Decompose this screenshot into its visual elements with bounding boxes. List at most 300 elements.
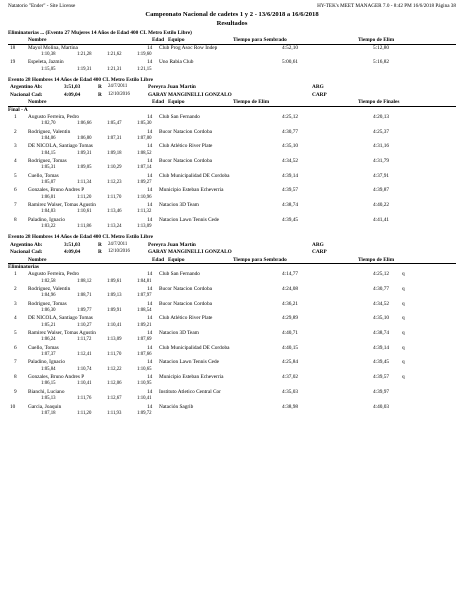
prelim-result-splits (0, 367, 464, 374)
seed-time: 4:38,74 (281, 202, 298, 209)
qualifier-mark: q (402, 374, 405, 381)
place-number: 2 (14, 128, 17, 135)
split-time: 1:11,20 (77, 410, 92, 416)
event-b-record (0, 249, 464, 256)
swimmer-name: Bianchi, Luciano (28, 388, 65, 395)
split-time: 1:09,72 (137, 410, 152, 416)
record-date: 12/10/2016 (108, 249, 130, 255)
split-time: 1:21,31 (107, 66, 122, 72)
split-time: 1:05,21 (41, 322, 56, 328)
continued-event-title: Eliminatorias ... (Evento 27 Mujeres 14 Años de Edad 400 CL Metro Estilo Libre) (8, 30, 192, 36)
split-time: 1:04,15 (41, 150, 56, 156)
team-name: Municipio Esteban Echeverria (159, 187, 224, 194)
place-number: 18 (10, 44, 16, 51)
split-time: 1:08,12 (77, 278, 92, 284)
swimmer-age: 14 (147, 374, 153, 381)
seed-time: 4:34,52 (281, 157, 298, 164)
swimmer-age: 14 (147, 271, 153, 278)
split-time: 1:04,81 (137, 278, 152, 284)
record-team: CARP (312, 91, 327, 98)
seed-time: 4:30,77 (281, 128, 298, 135)
split-time: 1:13,09 (137, 224, 152, 230)
record-label: Nacional Cad: (10, 249, 43, 256)
event-a-record (0, 92, 464, 99)
record-team: ARG (312, 241, 324, 248)
event-title: Evento 28 Hombres 14 Años de Edad 400 CL Metro Estilo Libre (8, 234, 153, 241)
split-time: 1:11,32 (137, 209, 152, 215)
final-time: 4:41,41 (372, 216, 389, 223)
swimmer-name: Rodriguez, Tomas (28, 157, 67, 164)
split-time: 1:10,65 (137, 366, 152, 372)
swimmer-age: 14 (147, 59, 153, 66)
continued-event-line (0, 30, 464, 37)
prelim-result-splits (0, 411, 464, 418)
results-heading: Resultados (216, 20, 248, 27)
prelim-result-row (0, 301, 464, 308)
split-time: 1:10,61 (77, 209, 92, 215)
place-number: 5 (14, 330, 17, 336)
split-time: 1:07,31 (107, 135, 122, 141)
final-time: 4:20,13 (372, 113, 389, 120)
split-time: 1:08,54 (137, 307, 152, 313)
split-time: 1:10,29 (107, 165, 122, 171)
place-number: 6 (14, 344, 17, 351)
place-number: 8 (14, 216, 17, 223)
place-number: 1 (14, 271, 17, 278)
place-number: 4 (14, 315, 17, 322)
prelim-result-splits (0, 396, 464, 403)
column-seed-header: Tiempo para Sembrado (233, 256, 287, 263)
swimmer-age: 14 (147, 172, 153, 179)
swimmer-age: 14 (147, 315, 153, 322)
record-team: CARP (312, 249, 327, 256)
split-time: 1:15,05 (41, 66, 56, 72)
final-time: 4:37,91 (372, 172, 389, 179)
swimmer-age: 14 (147, 202, 153, 209)
split-time: 1:10,27 (77, 322, 92, 328)
event-a-title (0, 77, 464, 84)
event-title: Evento 28 Hombres 14 Años de Edad 400 CL Metro Estilo Libre (8, 77, 153, 84)
swimmer-age: 14 (147, 44, 153, 51)
split-time: 1:09,77 (77, 307, 92, 313)
split-time: 1:07,14 (137, 165, 152, 171)
girls-result-splits (0, 67, 464, 74)
record-holder: Pereyra Juan Martín (148, 84, 196, 91)
final-time: 4:39,57 (372, 374, 389, 381)
final-result-splits (0, 136, 464, 143)
prelim-result-splits (0, 293, 464, 300)
seed-time: 4:36,21 (281, 300, 298, 307)
team-name: Club San Fernando (159, 113, 200, 120)
seed-time: 4:24,08 (281, 285, 298, 292)
prelim-result-row (0, 330, 464, 337)
swimmer-age: 14 (147, 330, 153, 336)
seed-time: 4:38,98 (281, 403, 298, 410)
header-software: HY-TEK's MEET MANAGER 7.0 - 8:42 PM 16/6/2018 Página 38 (317, 3, 456, 9)
split-time: 1:13,09 (107, 337, 122, 343)
swimmer-age: 14 (147, 285, 153, 292)
split-time: 1:10,41 (77, 381, 92, 387)
final-result-row (0, 173, 464, 180)
column-age-header: Edad (152, 99, 165, 106)
seed-time: 4:14,77 (281, 271, 298, 278)
team-name: Instituto Atletico Central Cor (159, 388, 221, 395)
seed-time: 4:39,45 (281, 216, 298, 223)
final-time: 4:31,79 (372, 157, 389, 164)
seed-time: 4:35,03 (281, 388, 298, 395)
split-time: 1:07,97 (137, 293, 152, 299)
final-time: 4:34,52 (372, 300, 389, 307)
split-time: 1:08,71 (77, 293, 92, 299)
prelim-result-splits (0, 323, 464, 330)
team-name: Municipio Esteban Echeverria (159, 374, 224, 381)
split-time: 1:02,70 (41, 121, 56, 127)
final-result-row (0, 202, 464, 209)
prelim-result-row (0, 315, 464, 322)
final-time: 4:35,10 (372, 315, 389, 322)
split-time: 1:19,60 (137, 52, 152, 58)
place-number: 6 (14, 187, 17, 194)
split-time: 1:05,30 (137, 121, 152, 127)
swimmer-name: Gonzales, Bruno Andres P (28, 374, 85, 381)
swimmer-name: Ramirez Walser, Tomas Agustin (28, 202, 96, 209)
team-name: Natacion 3D Team (159, 202, 199, 209)
swimmer-age: 14 (147, 388, 153, 395)
team-name: Club San Fernando (159, 271, 200, 278)
prelim-result-splits (0, 337, 464, 344)
column-final-header: Tiempo de Elim (358, 37, 395, 44)
qualifier-mark: q (402, 330, 405, 336)
girls-result-row (0, 45, 464, 52)
record-time: 4:09,04 (64, 91, 81, 98)
split-time: 1:04,03 (41, 209, 56, 215)
qualifier-mark: q (402, 344, 405, 351)
swimmer-age: 14 (147, 300, 153, 307)
prelim-result-row (0, 286, 464, 293)
split-time: 1:06,01 (41, 194, 56, 200)
team-name: Club Atlético River Plate (159, 315, 213, 322)
record-label: Argentino Ab: (10, 84, 43, 91)
final-result-splits (0, 151, 464, 158)
split-time: 1:12,23 (107, 180, 122, 185)
split-time: 1:10,41 (137, 396, 152, 402)
qualifier-mark: q (402, 315, 405, 322)
swimmer-age: 14 (147, 403, 153, 410)
split-time: 1:10,41 (107, 322, 122, 328)
final-result-splits (0, 224, 464, 231)
event-a-section (0, 107, 464, 114)
swimmer-name: Paladino, Ignacio (28, 359, 66, 366)
swimmer-name: Rodriguez, Valentin (28, 285, 71, 292)
split-time: 1:09,91 (107, 307, 122, 313)
split-time: 1:21,62 (107, 52, 122, 58)
column-seed-header: Tiempo de Elim (233, 99, 270, 106)
column-team-header: Equipo (168, 256, 185, 263)
seed-time: 5:00,61 (281, 59, 298, 66)
place-number: 10 (10, 403, 16, 410)
record-label: Nacional Cad: (10, 91, 43, 98)
split-time: 1:13,24 (107, 224, 122, 230)
seed-time: 4:39,14 (281, 172, 298, 179)
swimmer-name: Rodriguez, Tomas (28, 300, 67, 307)
prelim-result-row (0, 374, 464, 381)
record-mark: R (98, 84, 102, 91)
split-time: 1:10,38 (41, 52, 56, 58)
record-team: ARG (312, 84, 324, 91)
swimmer-name: Cuello, Tomas (28, 172, 59, 179)
split-time: 1:07,37 (41, 352, 56, 358)
final-result-splits (0, 209, 464, 216)
event-b-record (0, 242, 464, 249)
final-result-splits (0, 165, 464, 172)
final-time: 4:40,03 (372, 403, 389, 410)
place-number: 1 (14, 113, 17, 120)
prelim-result-splits (0, 381, 464, 388)
final-time: 4:30,77 (372, 285, 389, 292)
seed-time: 4:40,71 (281, 330, 298, 336)
seed-time: 4:52,10 (281, 44, 298, 51)
swimmer-name: DE NICOLA, Santiago Tomas (28, 315, 93, 322)
team-name: Natacion 3D Team (159, 330, 199, 336)
team-name: Bucor Natacion Cordoba (159, 128, 212, 135)
swimmer-age: 14 (147, 216, 153, 223)
swimmer-name: Ramirez Walser, Tomas Agustin (28, 330, 96, 336)
record-time: 3:51,03 (64, 84, 81, 91)
final-time: 4:39,97 (372, 388, 389, 395)
record-holder: GARAY MANGINELLI GONZALO (148, 249, 232, 256)
prelim-result-splits (0, 308, 464, 315)
swimmer-name: Augusto Ferreira, Pedro (28, 113, 80, 120)
team-name: Natacion Lawn Tennis Cede (159, 216, 219, 223)
record-date: 12/10/2016 (108, 91, 130, 97)
final-time: 4:39,14 (372, 344, 389, 351)
split-time: 1:11,70 (107, 194, 122, 200)
column-name-header: Nombre (28, 256, 47, 263)
split-time: 1:10,74 (77, 366, 92, 372)
swimmer-name: Espeleta, Jazmin (28, 59, 64, 66)
split-time: 1:07,66 (137, 352, 152, 358)
split-time: 1:11,86 (77, 224, 92, 230)
record-holder: GARAY MANGINELLI GONZALO (148, 91, 232, 98)
split-time: 1:05,13 (41, 396, 56, 402)
swimmer-age: 14 (147, 128, 153, 135)
final-time: 5:12,80 (372, 44, 389, 51)
split-time: 1:10,96 (137, 194, 152, 200)
split-time: 1:05,84 (41, 366, 56, 372)
split-time: 1:06,80 (77, 135, 92, 141)
split-time: 1:09,21 (137, 322, 152, 328)
place-number: 3 (14, 300, 17, 307)
final-result-row (0, 158, 464, 165)
team-name: Uno Rabia Club (159, 59, 194, 66)
final-result-row (0, 129, 464, 136)
record-time: 4:09,04 (64, 249, 81, 256)
split-time: 1:05,31 (41, 165, 56, 171)
final-result-row (0, 217, 464, 224)
split-time: 1:07,00 (137, 135, 152, 141)
final-result-splits (0, 180, 464, 187)
split-time: 1:06,66 (77, 121, 92, 127)
column-age-header: Edad (152, 256, 165, 263)
swimmer-age: 14 (147, 113, 153, 120)
header-license: Natatorio "Ender" - Site License (8, 3, 76, 9)
place-number: 9 (14, 388, 17, 395)
place-number: 19 (10, 59, 16, 66)
split-time: 1:09,27 (137, 180, 152, 185)
seed-time: 4:35,10 (281, 143, 298, 150)
split-time: 1:21,28 (77, 52, 92, 58)
seed-time: 4:25,84 (281, 359, 298, 366)
split-time: 1:21,15 (137, 66, 152, 72)
column-name-header: Nombre (28, 99, 47, 106)
record-mark: R (98, 91, 102, 98)
prelim-result-row (0, 359, 464, 366)
swimmer-age: 14 (147, 359, 153, 366)
swimmer-name: Paladino, Ignacio (28, 216, 66, 223)
split-time: 1:04,96 (41, 293, 56, 299)
swimmer-name: Mayol Molina, Martina (28, 44, 78, 51)
meet-title: Campeonato Nacional de cadetes 1 y 2 - 13/6/2018 a 16/6/2018 (145, 11, 319, 18)
split-time: 1:19,31 (77, 66, 92, 72)
split-time: 1:02,58 (41, 278, 56, 284)
split-time: 1:12,67 (107, 396, 122, 402)
split-time: 1:09,18 (107, 150, 122, 156)
record-label: Argentino Ab: (10, 241, 43, 248)
event-a-record (0, 84, 464, 91)
column-age-header: Edad (152, 37, 165, 44)
girls-result-row (0, 59, 464, 66)
seed-time: 4:29,89 (281, 315, 298, 322)
record-date: 24/7/2011 (108, 84, 128, 90)
team-name: Bucor Natacion Cordoba (159, 285, 212, 292)
qualifier-mark: q (402, 271, 405, 278)
place-number: 4 (14, 157, 17, 164)
team-name: Club Municipalidad DE Cordoba (159, 172, 230, 179)
final-result-row (0, 114, 464, 121)
swimmer-age: 14 (147, 143, 153, 150)
team-name: Club Municipalidad DE Cordoba (159, 344, 230, 351)
girls-result-splits (0, 52, 464, 59)
column-final-header: Tiempo de Finales (358, 99, 400, 106)
qualifier-mark: q (402, 300, 405, 307)
qualifier-mark: q (402, 285, 405, 292)
prelim-result-row (0, 404, 464, 411)
record-holder: Pereyra Juan Martín (148, 241, 196, 248)
swimmer-age: 14 (147, 157, 153, 164)
split-time: 1:12,22 (107, 366, 122, 372)
team-name: Club Atlético River Plate (159, 143, 213, 150)
final-time: 4:25,37 (372, 128, 389, 135)
final-time: 4:40,22 (372, 202, 389, 209)
record-mark: R (98, 241, 102, 248)
team-name: Bucor Natacion Cordoba (159, 157, 212, 164)
place-number: 5 (14, 172, 17, 179)
split-time: 1:11,70 (107, 352, 122, 358)
final-time: 4:39,87 (372, 187, 389, 194)
split-time: 1:11,93 (107, 410, 122, 416)
prelim-result-row (0, 345, 464, 352)
team-name: Club Prog Asoc Row Indep (159, 44, 218, 51)
prelim-result-splits (0, 279, 464, 286)
record-date: 24/7/2011 (108, 241, 128, 247)
column-team-header: Equipo (168, 37, 185, 44)
seed-time: 4:37,02 (281, 374, 298, 381)
final-time: 4:39,45 (372, 359, 389, 366)
split-time: 1:06,30 (41, 307, 56, 313)
place-number: 2 (14, 285, 17, 292)
final-result-row (0, 143, 464, 150)
event-b-title (0, 234, 464, 241)
swimmer-name: DE NICOLA, Santiago Tomas (28, 143, 93, 150)
split-time: 1:11,34 (77, 180, 92, 185)
team-name: Natación Sagrib (159, 403, 194, 410)
split-time: 1:07,18 (41, 410, 56, 416)
place-number: 7 (14, 359, 17, 366)
split-time: 1:11,20 (77, 194, 92, 200)
column-final-header: Tiempo de Elim (358, 256, 395, 263)
final-time: 4:38,74 (372, 330, 389, 336)
split-time: 1:11,76 (77, 396, 92, 402)
final-time: 4:25,12 (372, 271, 389, 278)
record-mark: R (98, 249, 102, 256)
swimmer-name: Augusto Ferreira, Pedro (28, 271, 80, 278)
team-name: Natacion Lawn Tennis Cede (159, 359, 219, 366)
column-seed-header: Tiempo para Sembrado (233, 37, 287, 44)
swimmer-name: Cuello, Tomas (28, 344, 59, 351)
split-time: 1:06,15 (41, 381, 56, 387)
split-time: 1:05,07 (41, 180, 56, 185)
seed-time: 4:25,12 (281, 113, 298, 120)
section-label: Final - A (8, 106, 28, 113)
swimmer-name: Garcia, Joaquin (28, 403, 62, 410)
split-time: 1:09,31 (77, 150, 92, 156)
split-time: 1:07,69 (137, 337, 152, 343)
final-result-splits (0, 121, 464, 128)
swimmer-name: Rodriguez, Valentin (28, 128, 71, 135)
place-number: 8 (14, 374, 17, 381)
split-time: 1:09,61 (107, 278, 122, 284)
split-time: 1:10,95 (137, 381, 152, 387)
seed-time: 4:40,15 (281, 344, 298, 351)
seed-time: 4:39,57 (281, 187, 298, 194)
record-time: 3:51,03 (64, 241, 81, 248)
split-time: 1:09,05 (77, 165, 92, 171)
split-time: 1:09,13 (107, 293, 122, 299)
place-number: 7 (14, 202, 17, 209)
split-time: 1:13,46 (107, 209, 122, 215)
final-time: 5:16,82 (372, 59, 389, 66)
final-time: 4:31,16 (372, 143, 389, 150)
prelim-result-row (0, 389, 464, 396)
column-name-header: Nombre (28, 37, 47, 44)
split-time: 1:03,22 (41, 224, 56, 230)
qualifier-mark: q (402, 359, 405, 366)
split-time: 1:05,47 (107, 121, 122, 127)
split-time: 1:12,06 (107, 381, 122, 387)
final-result-splits (0, 195, 464, 202)
swimmer-age: 14 (147, 187, 153, 194)
prelim-result-splits (0, 352, 464, 359)
final-result-row (0, 187, 464, 194)
swimmer-age: 14 (147, 344, 153, 351)
team-name: Bucor Natacion Cordoba (159, 300, 212, 307)
split-time: 1:04,06 (41, 135, 56, 141)
section-label: Eliminatorias (8, 263, 39, 270)
event-b-section (0, 264, 464, 271)
swimmer-name: Gonzales, Bruno Andres P (28, 187, 85, 194)
column-team-header: Equipo (168, 99, 185, 106)
split-time: 1:06,24 (41, 337, 56, 343)
